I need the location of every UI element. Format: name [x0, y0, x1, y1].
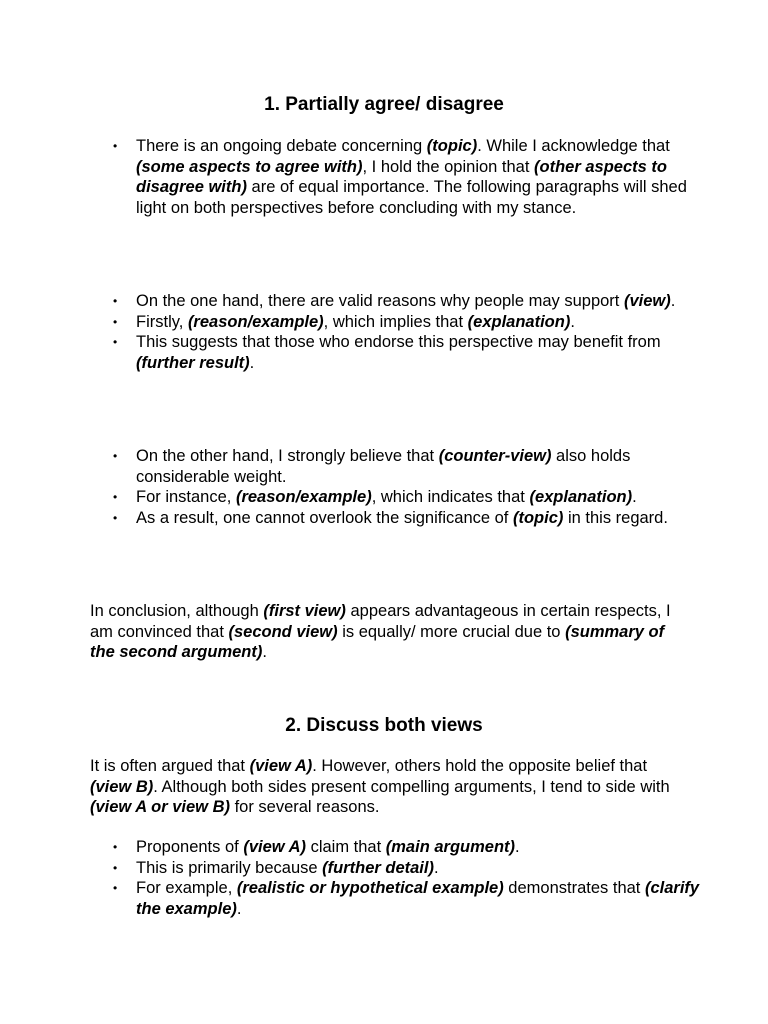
- text-span: For instance,: [136, 488, 236, 507]
- text-span: . While I acknowledge that: [477, 137, 670, 155]
- text-span: As a result, one cannot overlook the significance of: [136, 508, 513, 527]
- placeholder-phrase: (clarify the example): [136, 879, 700, 918]
- placeholder-phrase: (some aspects to agree with): [136, 157, 363, 176]
- placeholder-phrase: (other aspects to disagree with): [136, 157, 667, 197]
- text-span: also holds considerable weight.: [136, 447, 631, 486]
- text-span: Proponents of: [136, 838, 244, 856]
- placeholder-phrase: (explanation): [529, 488, 633, 507]
- placeholder-phrase: (view A): [249, 757, 313, 775]
- list-item: [0, 332, 700, 373]
- placeholder-phrase: (topic): [512, 508, 564, 527]
- list-item: [0, 878, 700, 919]
- text-span: Firstly,: [136, 312, 188, 331]
- text-span: appears advantageous in certain respects, I am convinced that: [90, 602, 671, 641]
- placeholder-phrase: (explanation): [467, 312, 571, 331]
- section1-intro-list: [0, 136, 700, 218]
- placeholder-phrase: (counter-view): [438, 447, 552, 465]
- text-span: This is primarily because: [136, 858, 323, 877]
- text-span: demonstrates that: [503, 879, 645, 898]
- text-span: In conclusion, although: [90, 602, 264, 620]
- section1-heading: 1. Partially agree/ disagree: [264, 94, 504, 115]
- text-span: . However, others hold the opposite belief that: [312, 757, 648, 775]
- text-span: On the one hand, there are valid reasons why people may support: [136, 292, 624, 310]
- text-span: There is an ongoing debate concerning: [136, 137, 427, 155]
- text-span: in this regard.: [563, 508, 668, 527]
- text-span: .: [249, 353, 255, 372]
- list-item: [0, 312, 700, 333]
- section1-body2-list: [0, 446, 700, 528]
- list-item: [0, 446, 700, 487]
- placeholder-phrase: (first view): [263, 602, 346, 620]
- text-span: It is often argued that: [90, 757, 250, 775]
- placeholder-phrase: (view B): [90, 777, 154, 796]
- placeholder-phrase: (second view): [228, 622, 338, 641]
- placeholder-phrase: (reason/example): [187, 312, 324, 331]
- text-span: .: [570, 312, 575, 331]
- text-span: are of equal importance. The following paragraphs will shed light on both perspectives before concluding with my stance.: [136, 178, 687, 217]
- placeholder-phrase: (main argument): [385, 838, 516, 856]
- list-item: [0, 837, 700, 858]
- list-item: [0, 487, 700, 508]
- text-span: , which indicates that: [371, 488, 530, 507]
- placeholder-phrase: (further detail): [322, 858, 434, 877]
- text-span: .: [433, 858, 439, 877]
- text-span: .: [262, 643, 267, 662]
- text-span: .: [632, 488, 637, 507]
- text-span: . Although both sides present compelling arguments, I tend to side with: [153, 777, 670, 796]
- placeholder-phrase: (view A or view B): [90, 798, 230, 817]
- list-item: [0, 291, 700, 312]
- placeholder-phrase: (realistic or hypothetical example): [236, 879, 504, 898]
- section2-heading: 2. Discuss both views: [285, 715, 483, 736]
- text-span: .: [515, 838, 520, 856]
- list-item: [0, 136, 700, 218]
- placeholder-phrase: (reason/example): [235, 488, 372, 507]
- text-span: On the other hand, I strongly believe that: [136, 447, 439, 465]
- section2-intro: [90, 756, 690, 818]
- text-span: .: [236, 899, 242, 918]
- text-span: , I hold the opinion that: [362, 157, 535, 176]
- text-span: for several reasons.: [229, 798, 380, 817]
- placeholder-phrase: (further result): [136, 353, 250, 372]
- text-span: .: [670, 292, 676, 310]
- text-span: For example,: [136, 879, 237, 898]
- placeholder-phrase: (view): [623, 292, 671, 310]
- list-item: [0, 858, 700, 879]
- placeholder-phrase: (summary of the second argument): [90, 622, 665, 662]
- text-span: claim that: [305, 838, 386, 856]
- section1-conclusion: [90, 601, 690, 663]
- text-span: is equally/ more crucial due to: [337, 622, 566, 641]
- placeholder-phrase: (view A): [243, 838, 306, 856]
- text-span: This suggests that those who endorse this perspective may benefit from: [136, 333, 661, 352]
- list-item: [0, 508, 700, 529]
- text-span: , which implies that: [323, 312, 468, 331]
- section1-body1-list: [0, 291, 700, 373]
- section2-body1-list: [0, 837, 700, 919]
- placeholder-phrase: (topic): [426, 137, 478, 155]
